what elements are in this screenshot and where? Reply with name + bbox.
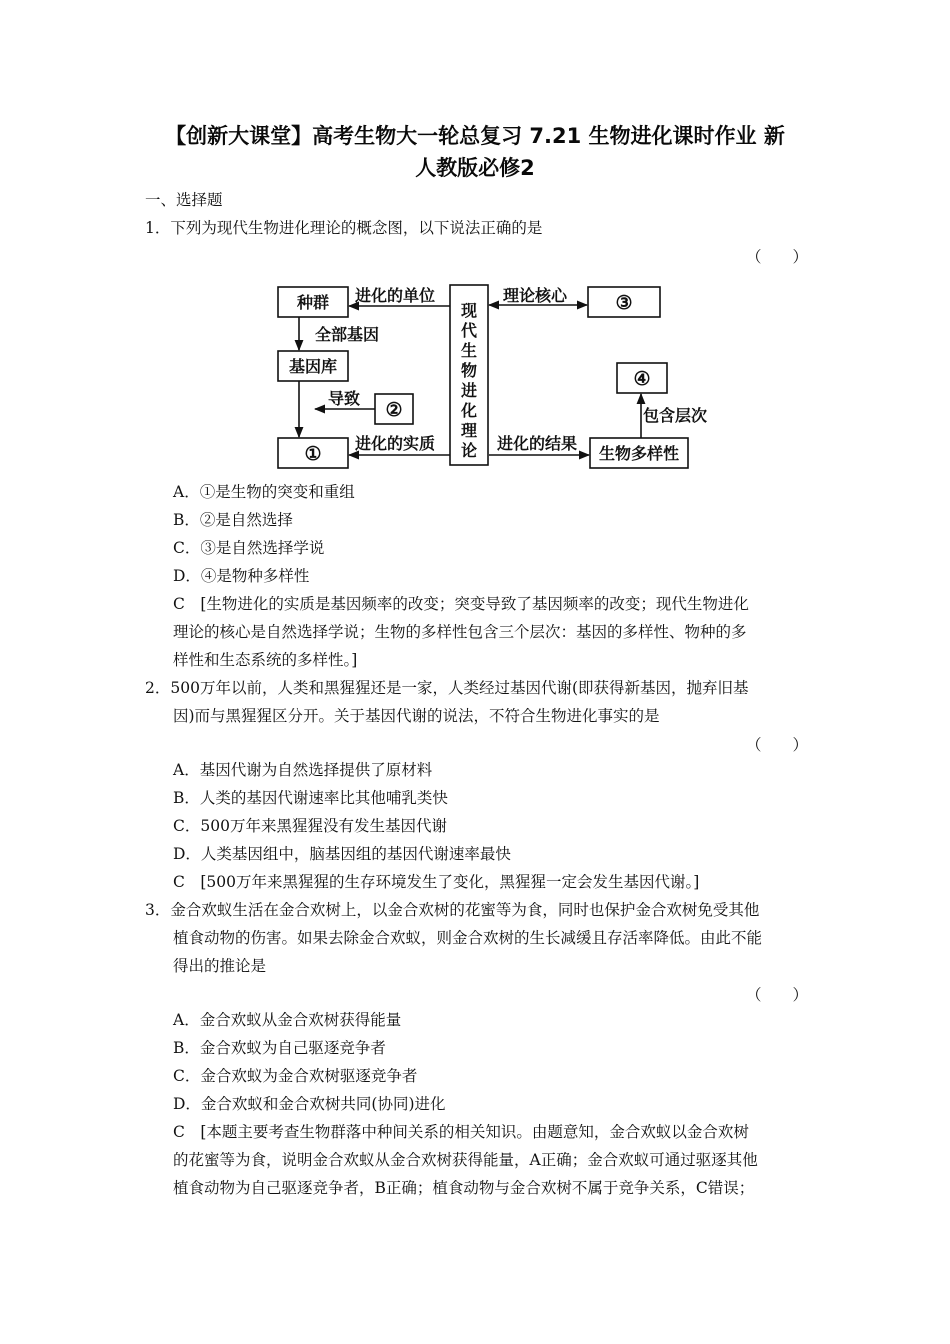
q1-option-d: D．④是物种多样性: [173, 567, 310, 585]
center-char-5: 进: [460, 381, 478, 400]
q2-option-b: B．人类的基因代谢速率比其他哺乳类快: [173, 789, 448, 807]
center-char-2: 代: [460, 321, 478, 340]
label-allgenes: 全部基因: [315, 325, 380, 344]
center-char-4: 物: [460, 361, 478, 380]
q1-option-b: B．②是自然选择: [173, 511, 293, 529]
q3-stem-line-1: 3．金合欢蚁生活在金合欢树上，以金合欢树的花蜜等为食，同时也保护金合欢树免受其他: [145, 901, 760, 919]
label-box-2: ②: [385, 399, 403, 421]
label-genepool: 基因库: [288, 357, 338, 376]
q3-answer-line-1: C [本题主要考查生物群落中种间关系的相关知识。由题意知，金合欢蚁以金合欢树: [173, 1123, 749, 1141]
label-biodiversity: 生物多样性: [598, 444, 680, 463]
q1-answer-paren: （ ）: [745, 248, 808, 266]
title-line-1: 【创新大课堂】高考生物大一轮总复习 7.21 生物进化课时作业 新: [165, 124, 785, 148]
label-box-1: ①: [304, 443, 322, 465]
q2-option-a: A．基因代谢为自然选择提供了原材料: [173, 761, 433, 779]
q3-option-c: C．金合欢蚁为金合欢树驱逐竞争者: [173, 1067, 418, 1085]
center-char-3: 生: [460, 341, 478, 360]
q1-answer-line-1: C [生物进化的实质是基因频率的改变；突变导致了基因频率的改变；现代生物进化: [173, 595, 749, 613]
label-levels: 包含层次: [643, 406, 708, 425]
q2-stem-line-1: 2．500万年以前，人类和黑猩猩还是一家，人类经过基因代谢(即获得新基因，抛弃旧基: [145, 679, 749, 697]
q2-option-d: D．人类基因组中，脑基因组的基因代谢速率最快: [173, 845, 511, 863]
q3-option-d: D．金合欢蚁和金合欢树共同(协同)进化: [173, 1095, 446, 1113]
label-population: 种群: [296, 293, 330, 312]
center-char-1: 现: [460, 301, 478, 320]
q3-option-a: A．金合欢蚁从金合欢树获得能量: [173, 1011, 402, 1029]
q1-answer-line-2: 理论的核心是自然选择学说；生物的多样性包含三个层次：基因的多样性、物种的多: [173, 623, 747, 641]
label-core: 理论核心: [503, 286, 568, 305]
q2-answer-paren: （ ）: [745, 736, 808, 754]
q1-option-c: C．③是自然选择学说: [173, 539, 325, 557]
q3-option-b: B．金合欢蚁为自己驱逐竞争者: [173, 1039, 386, 1057]
title-line-2: 人教版必修2: [415, 156, 535, 180]
center-char-8: 论: [460, 441, 478, 460]
label-essence: 进化的实质: [355, 434, 436, 453]
q1-option-a: A．①是生物的突变和重组: [173, 483, 355, 501]
q1-stem: 1．下列为现代生物进化理论的概念图，以下说法正确的是: [145, 219, 543, 237]
q3-answer-line-3: 植食动物为自己驱逐竞争者，B正确；植食动物与金合欢树不属于竞争关系，C错误；: [173, 1179, 755, 1197]
label-unit: 进化的单位: [355, 286, 436, 305]
label-box-3: ③: [615, 292, 633, 314]
q3-answer-line-2: 的花蜜等为食，说明金合欢蚁从金合欢树获得能量，A正确；金合欢蚁可通过驱逐其他: [173, 1151, 758, 1169]
q3-stem-line-3: 得出的推论是: [173, 957, 267, 975]
label-box-4: ④: [633, 368, 651, 390]
q3-answer-paren: （ ）: [745, 986, 808, 1004]
q1-answer-line-3: 样性和生态系统的多样性。]: [173, 651, 358, 669]
q2-stem-line-2: 因)而与黑猩猩区分开。关于基因代谢的说法，不符合生物进化事实的是: [173, 707, 660, 725]
section-heading: 一、选择题: [145, 191, 223, 209]
q3-stem-line-2: 植食动物的伤害。如果去除金合欢蚁，则金合欢树的生长减缓且存活率降低。由此不能: [173, 929, 763, 947]
label-result: 进化的结果: [497, 434, 578, 453]
q2-answer-line-1: C [500万年来黑猩猩的生存环境发生了变化，黑猩猩一定会发生基因代谢。]: [173, 873, 700, 891]
document-title: [120, 120, 830, 184]
q2-option-c: C．500万年来黑猩猩没有发生基因代谢: [173, 817, 447, 835]
center-char-7: 理: [460, 421, 478, 440]
label-cause: 导致: [328, 389, 361, 408]
center-char-6: 化: [460, 401, 478, 420]
concept-diagram: [275, 283, 715, 475]
